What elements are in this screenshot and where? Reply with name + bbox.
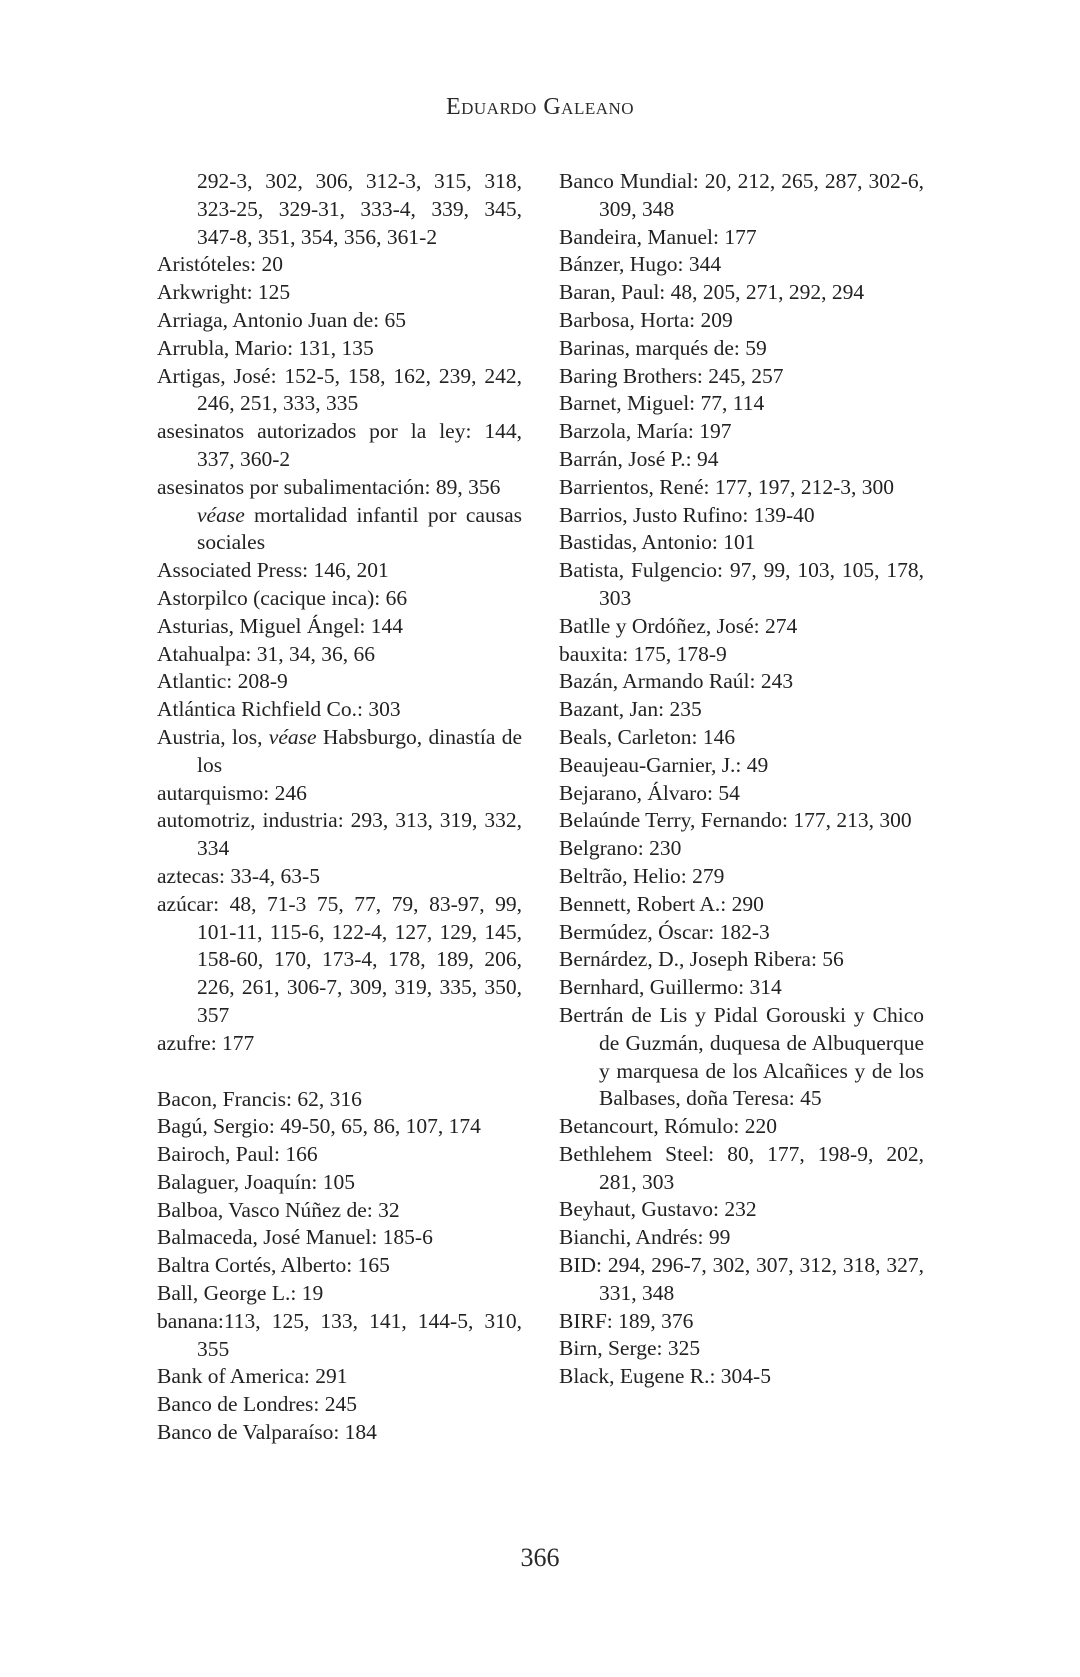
index-entry: Beaujeau-Garnier, J.: 49 <box>559 752 769 777</box>
index-entry: Bastidas, Antonio: 101 <box>559 530 756 555</box>
index-entry: Bethlehem Steel: 80, 177, 198-9, 202, 281, 303 <box>559 1141 924 1194</box>
index-entry: Artigas, José: 152-5, 158, 162, 239, 242, 246, 251, 333, 335 <box>157 363 522 416</box>
index-entry: Bertrán de Lis y Pidal Gorouski y Chico de Guzmán, duquesa de Albuquerque y marquesa de los Alcañices y de los Balbases, doña Teresa: 45 <box>559 1002 924 1111</box>
index-entry: Banco de Londres: 245 <box>157 1392 358 1417</box>
index-entry: Barrientos, René: 177, 197, 212-3, 300 <box>559 474 894 499</box>
index-entry: BID: 294, 296-7, 302, 307, 312, 318, 327, 331, 348 <box>559 1253 924 1305</box>
index-entry: Asturias, Miguel Ángel: 144 <box>157 613 404 638</box>
vease-label: véase <box>197 502 245 527</box>
index-entry: Belaúnde Terry, Fernando: 177, 213, 300 <box>559 808 912 833</box>
index-entry: Bairoch, Paul: 166 <box>157 1142 318 1167</box>
index-entry: Belgrano: 230 <box>559 836 682 861</box>
index-entry: Bennett, Robert A.: 290 <box>559 891 764 916</box>
index-entries-right <box>559 168 924 1391</box>
index-entry: Bank of America: 291 <box>157 1364 348 1389</box>
page-number: 366 <box>520 1543 560 1572</box>
index-entry: Batlle y Ordóñez, José: 274 <box>559 613 798 638</box>
index-entry: aztecas: 33-4, 63-5 <box>157 863 320 888</box>
index-entry: Astorpilco (cacique inca): 66 <box>157 585 408 610</box>
index-entry: banana:113, 125, 133, 141, 144-5, 310, 355 <box>157 1308 522 1361</box>
index-entry-austria <box>157 724 522 780</box>
index-column-left <box>157 168 522 1447</box>
index-entry-continuation: 292-3, 302, 306, 312-3, 315, 318, 323-25, 329-31, 333-4, 339, 345, 347-8, 351, 354, 356, 361-2 <box>197 169 522 249</box>
running-head <box>0 94 1080 121</box>
entry-austria-head: Austria, los, <box>157 724 269 749</box>
index-entry: Baltra Cortés, Alberto: 165 <box>157 1253 390 1278</box>
index-entry: Baran, Paul: 48, 205, 271, 292, 294 <box>559 280 865 305</box>
index-entry: Barrán, José P.: 94 <box>559 446 719 471</box>
index-entry: Atlántica Richfield Co.: 303 <box>157 697 401 722</box>
index-entry: Balaguer, Joaquín: 105 <box>157 1169 355 1194</box>
index-entry: Arrubla, Mario: 131, 135 <box>157 335 374 360</box>
index-entry: Birn, Serge: 325 <box>559 1336 701 1361</box>
index-entries-a <box>157 251 522 501</box>
running-head-text: Eduardo Galeano <box>445 94 635 120</box>
index-entry: bauxita: 175, 178-9 <box>559 641 727 666</box>
index-entry: Balmaceda, José Manuel: 185-6 <box>157 1225 433 1250</box>
index-entry: Bagú, Sergio: 49-50, 65, 86, 107, 174 <box>157 1114 481 1139</box>
index-entry: Bernhard, Guillermo: 314 <box>559 975 782 1000</box>
index-entry: Arriaga, Antonio Juan de: 65 <box>157 307 406 332</box>
index-entry: Beals, Carleton: 146 <box>559 724 736 749</box>
index-entry: Baring Brothers: 245, 257 <box>559 363 784 388</box>
index-entry: Black, Eugene R.: 304-5 <box>559 1364 771 1389</box>
index-entries-b <box>157 557 522 724</box>
index-entry: Atahualpa: 31, 34, 36, 66 <box>157 641 375 666</box>
index-entry: Balboa, Vasco Núñez de: 32 <box>157 1197 400 1222</box>
index-entry: Beltrão, Helio: 279 <box>559 863 725 888</box>
index-entry: Bernárdez, D., Joseph Ribera: 56 <box>559 947 844 972</box>
index-entry: Barbosa, Horta: 209 <box>559 307 733 332</box>
index-entry: Barrios, Justo Rufino: 139-40 <box>559 502 815 527</box>
index-entry: Associated Press: 146, 201 <box>157 558 389 583</box>
index-entry: automotriz, industria: 293, 313, 319, 332, 334 <box>157 808 522 861</box>
cross-reference-text: mortalidad infantil por causas sociales <box>197 502 522 555</box>
index-cross-reference <box>157 502 522 558</box>
letter-section-gap <box>157 1058 522 1086</box>
index-entry: Bianchi, Andrés: 99 <box>559 1225 731 1250</box>
entry-austria-tail: Habsburgo, dinastía de los <box>197 724 522 777</box>
index-entry: Barinas, marqués de: 59 <box>559 335 767 360</box>
index-entry: Atlantic: 208-9 <box>157 669 288 694</box>
index-entry: Aristóteles: 20 <box>157 252 283 277</box>
index-entry: Barnet, Miguel: 77, 114 <box>559 391 765 416</box>
index-column-right <box>559 168 924 1391</box>
index-entry: Bazán, Armando Raúl: 243 <box>559 669 794 694</box>
index-entry: azúcar: 48, 71-3 75, 77, 79, 83-97, 99, 101-11, 115-6, 122-4, 127, 129, 145, 158-60, 170, 173-4, 178, 189, 206, 226, 261, 306-7, 309, 319, 335, 350, 357 <box>157 891 522 1027</box>
index-entry: Batista, Fulgencio: 97, 99, 103, 105, 178, 303 <box>559 558 924 610</box>
index-entry: BIRF: 189, 376 <box>559 1308 694 1333</box>
index-entry: asesinatos autorizados por la ley: 144, 337, 360-2 <box>157 419 522 471</box>
index-entry: asesinatos por subalimentación: 89, 356 <box>157 474 501 499</box>
index-entry: Bermúdez, Óscar: 182-3 <box>559 919 770 944</box>
index-entry: Ball, George L.: 19 <box>157 1281 324 1306</box>
index-entry: Barzola, María: 197 <box>559 419 732 444</box>
index-entry: Bacon, Francis: 62, 316 <box>157 1086 362 1111</box>
index-entry: Banco de Valparaíso: 184 <box>157 1420 377 1445</box>
index-entry: Bánzer, Hugo: 344 <box>559 252 722 277</box>
index-entry: Betancourt, Rómulo: 220 <box>559 1114 777 1139</box>
index-entries-b-section <box>157 1086 522 1447</box>
index-entry: Bejarano, Álvaro: 54 <box>559 780 740 805</box>
index-entry: Beyhaut, Gustavo: 232 <box>559 1197 757 1222</box>
index-entry: autarquismo: 246 <box>157 780 307 805</box>
index-entries-c <box>157 780 522 1058</box>
vease-label: véase <box>268 724 317 749</box>
index-entry: Bazant, Jan: 235 <box>559 697 702 722</box>
index-entry: Arkwright: 125 <box>157 280 291 305</box>
index-entry: azufre: 177 <box>157 1030 255 1055</box>
index-entry: Banco Mundial: 20, 212, 265, 287, 302-6, 309, 348 <box>559 169 924 221</box>
index-entry: Bandeira, Manuel: 177 <box>559 224 757 249</box>
